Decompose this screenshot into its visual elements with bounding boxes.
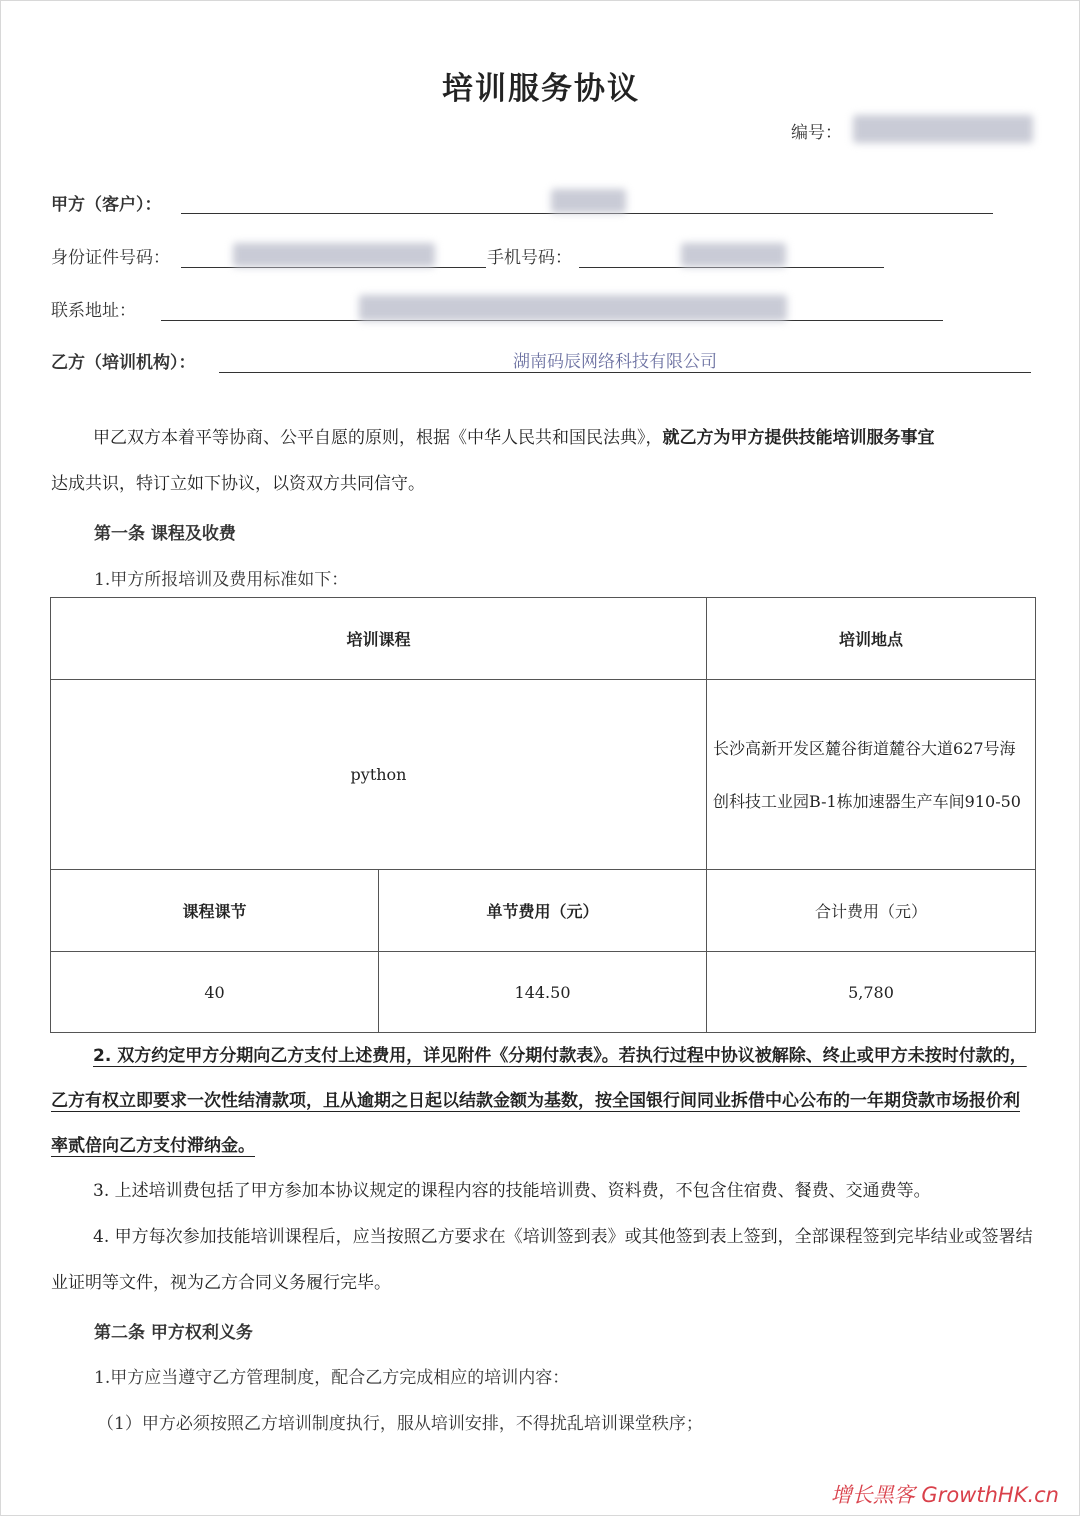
- party-a-line: [181, 213, 993, 214]
- cell-unit-fee: 144.50: [379, 952, 707, 1033]
- document-title: 培训服务协议: [442, 71, 640, 107]
- article1-item2: 2. 双方约定甲方分期向乙方支付上述费用，详见附件《分期付款表》。若执行过程中协议被解除、终止或甲方未按时付款的，乙方有权立即要求一次性结清款项，且从逾期之日起以结款金额为基数，按全国银行间同业拆借中心公布的一年期贷款市场报价利率贰倍向乙方支付滞纳金。: [51, 1046, 1027, 1156]
- intro-paragraph: [51, 415, 1036, 507]
- serial-redacted: [853, 115, 1033, 143]
- intro-bold: 就乙方为甲方提供技能培训服务事宜: [662, 428, 935, 448]
- party-a-redacted: [551, 189, 626, 213]
- party-b-line: [219, 372, 1031, 373]
- intro-normal: 甲乙双方本着平等协商、公平自愿的原则，根据《中华人民共和国民法典》，: [93, 428, 663, 448]
- article1-heading: 第一条 课程及收费: [94, 524, 236, 544]
- article1-item3: 3. 上述培训费包括了甲方参加本协议规定的课程内容的技能培训费、资料费，不包含住宿费、餐费、交通费等。: [93, 1181, 931, 1201]
- header-total-fee: 合计费用（元）: [707, 870, 1036, 952]
- phone-line: [579, 267, 884, 268]
- article1-item1: 1.甲方所报培训及费用标准如下：: [94, 570, 349, 590]
- fee-table: [50, 597, 1036, 1033]
- intro-line2: 达成共识，特订立如下协议，以资双方共同信守。: [51, 474, 425, 494]
- header-unit-fee: 单节费用（元）: [379, 870, 707, 952]
- article2-sub1: （1）甲方必须按照乙方培训制度执行，服从培训安排，不得扰乱培训课堂秩序；: [97, 1414, 703, 1434]
- cell-location: 长沙高新开发区麓谷街道麓谷大道627号海创科技工业园B-1栋加速器生产车间910-50: [707, 680, 1036, 870]
- cell-lessons: 40: [51, 952, 379, 1033]
- article1-item4: 4. 甲方每次参加技能培训课程后，应当按照乙方要求在《培训签到表》或其他签到表上签到，全部课程签到完毕结业或签署结业证明等文件，视为乙方合同义务履行完毕。: [51, 1227, 1033, 1293]
- cell-total-fee: 5,780: [707, 952, 1036, 1033]
- address-label: 联系地址：: [51, 301, 136, 321]
- watermark: 增长黑客 GrowthHK.cn: [830, 1483, 1059, 1507]
- address-redacted: [359, 295, 787, 321]
- party-a-label: 甲方（客户）：: [51, 195, 162, 215]
- phone-label: 手机号码：: [487, 248, 572, 268]
- header-location: 培训地点: [707, 598, 1036, 680]
- id-redacted: [233, 243, 435, 267]
- party-b-value: 湖南码辰网络科技有限公司: [513, 352, 717, 372]
- id-line: [181, 267, 486, 268]
- party-b-label: 乙方（培训机构）：: [51, 353, 196, 373]
- header-course: 培训课程: [51, 598, 707, 680]
- article2-item1: 1.甲方应当遵守乙方管理制度，配合乙方完成相应的培训内容：: [94, 1368, 570, 1388]
- phone-redacted: [681, 243, 786, 267]
- cell-course: python: [51, 680, 707, 870]
- id-label: 身份证件号码：: [51, 248, 170, 268]
- header-lessons: 课程课节: [51, 870, 379, 952]
- article2-heading: 第二条 甲方权利义务: [94, 1323, 253, 1343]
- serial-label: 编号：: [791, 123, 842, 143]
